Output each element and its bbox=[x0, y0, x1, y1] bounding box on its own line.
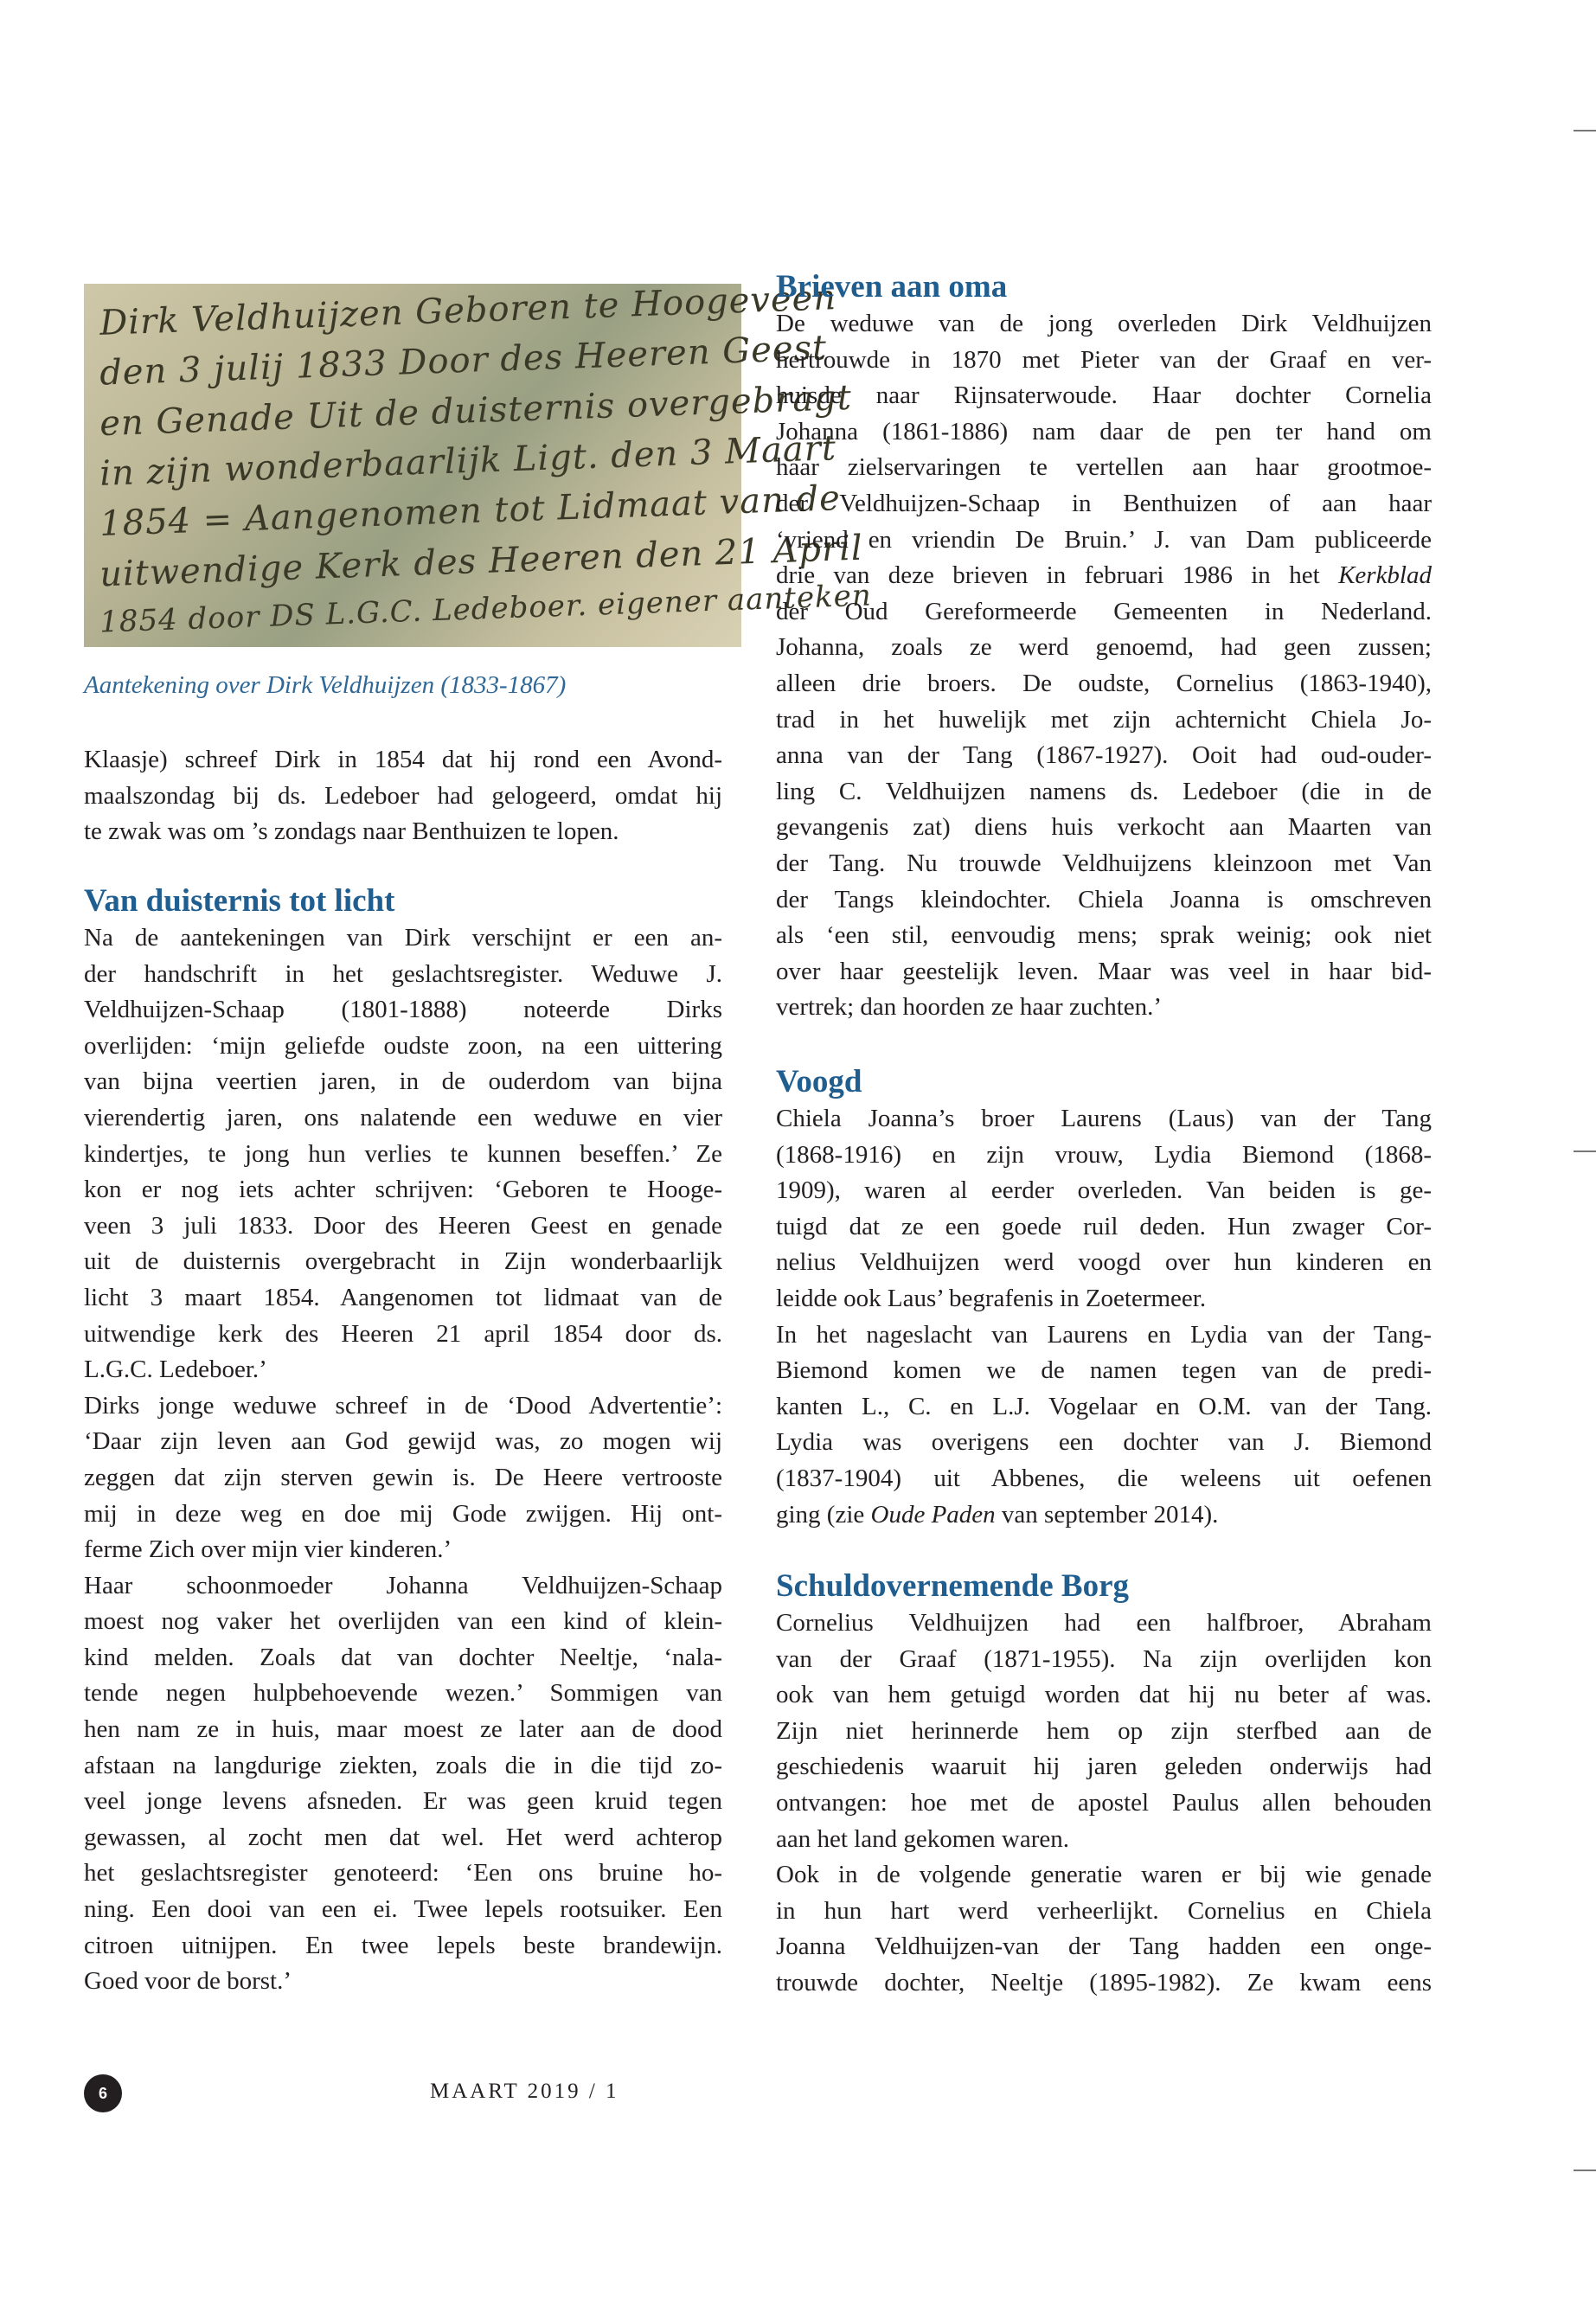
image-caption: Aantekening over Dirk Veldhuijzen (1833-1867) bbox=[84, 671, 567, 699]
text-line: ‘vriend en vriendin De Bruin.’ J. van Dam publiceerde bbox=[776, 525, 1432, 554]
text-line: vierendertig jaren, ons nalatende een weduwe en vier bbox=[84, 1103, 722, 1131]
text-line: Joanna Veldhuijzen-van der Tang hadden een onge- bbox=[776, 1932, 1432, 1961]
text-line: mij in deze weg en doe mij Gode zwijgen. Hij ont- bbox=[84, 1499, 722, 1528]
text-line: der Oud Gereformeerde Gemeenten in Nederland. bbox=[776, 597, 1432, 625]
text-line: ning. Een dooi van een ei. Twee lepels rootsuiker. Een bbox=[84, 1895, 722, 1924]
text-line: veel jonge levens afsneden. Er was geen kruid tegen bbox=[84, 1787, 722, 1816]
section-body bbox=[84, 920, 722, 2000]
text-line: ferme Zich over mijn vier kinderen.’ bbox=[84, 1535, 452, 1564]
text-line: anna van der Tang (1867-1927). Ooit had oud-ouder- bbox=[776, 741, 1432, 770]
text-line: gevangenis zat) diens huis verkocht aan Maarten van bbox=[776, 813, 1432, 842]
text-line: te zwak was om ’s zondags naar Benthuizen te lopen. bbox=[84, 817, 619, 846]
text-line: In het nageslacht van Laurens en Lydia van der Tang- bbox=[776, 1320, 1432, 1349]
text-line: huisde naar Rijnsaterwoude. Haar dochter Cornelia bbox=[776, 381, 1432, 410]
text-line: Ook in de volgende generatie waren er bij wie genade bbox=[776, 1861, 1432, 1889]
text-line: Johanna (1861-1886) nam daar de pen ter hand om bbox=[776, 417, 1432, 445]
text-line: Veldhuijzen-Schaap (1801-1888) noteerde Dirks bbox=[84, 996, 722, 1024]
text-line: hertrouwde in 1870 met Pieter van der Graaf en ver- bbox=[776, 345, 1432, 374]
handwriting-line: Dirk Veldhuijzen Geboren te Hoogeveen bbox=[99, 278, 837, 343]
text-line: maalszondag bij ds. Ledeboer had gelogeerd, omdat hij bbox=[84, 781, 722, 810]
text-line: 1909), waren al eerder overleden. Van beiden is ge- bbox=[776, 1176, 1432, 1205]
handwriting-line: 1854 = Aangenomen tot Lidmaat van de bbox=[99, 478, 842, 544]
text-line: (1837-1904) uit Abbenes, die weleens uit oefenen bbox=[776, 1464, 1432, 1492]
text-line: Dirks jonge weduwe schreef in de ‘Dood Advertentie’: bbox=[84, 1391, 722, 1420]
handwriting-line: in zijn wonderbaarlijk Ligt. den 3 Maart bbox=[99, 428, 837, 494]
handwriting-line: uitwendige Kerk des Heeren den 21 April bbox=[99, 528, 864, 595]
text-line: citroen uitnijpen. En twee lepels beste brandewijn. bbox=[84, 1931, 722, 1959]
text-line: overlijden: ‘mijn geliefde oudste zoon, na een uittering bbox=[84, 1031, 722, 1060]
text-line: Chiela Joanna’s broer Laurens (Laus) van der Tang bbox=[776, 1105, 1432, 1132]
text-line: afstaan na langdurige ziekten, zoals die in die tijd zo- bbox=[84, 1751, 722, 1779]
text-line: over haar geestelijk leven. Maar was veel in haar bid- bbox=[776, 957, 1432, 985]
text-line: Goed voor de borst.’ bbox=[84, 1967, 292, 1996]
text-line: Zijn niet herinnerde hem op zijn sterfbed aan de bbox=[776, 1716, 1432, 1745]
text-line: hen nam ze in huis, maar moest ze later aan de dood bbox=[84, 1715, 722, 1744]
text-line: L.G.C. Ledeboer.’ bbox=[84, 1356, 267, 1384]
text-line: ontvangen: hoe met de apostel Paulus allen behouden bbox=[776, 1788, 1432, 1817]
text-line: trad in het huwelijk met zijn achternicht Chiela Jo- bbox=[776, 705, 1432, 734]
text-line: ook van hem getuigd worden dat hij nu beter af was. bbox=[776, 1681, 1432, 1709]
section-body bbox=[776, 1606, 1432, 2002]
text-line: van bijna veertien jaren, in de ouderdom van bijna bbox=[84, 1067, 722, 1096]
text-line: van der Graaf (1871-1955). Na zijn overlijden kon bbox=[776, 1644, 1432, 1673]
text-line: der Tangs kleindochter. Chiela Joanna is omschreven bbox=[776, 885, 1432, 913]
issue-label: MAART 2019 / 1 bbox=[430, 2080, 619, 2103]
text-line: Haar schoonmoeder Johanna Veldhuijzen-Schaap bbox=[84, 1571, 722, 1599]
publication-title: Oude Paden bbox=[870, 1500, 996, 1529]
text-line: kanten L., C. en L.J. Vogelaar en O.M. van der Tang. bbox=[776, 1392, 1432, 1420]
text-line: aan het land gekomen waren. bbox=[776, 1824, 1069, 1853]
text-line: uitwendige kerk des Heeren 21 april 1854 door ds. bbox=[84, 1319, 722, 1348]
text-line: moest nog vaker het overlijden van een kind of klein- bbox=[84, 1607, 722, 1636]
handwriting-line: den 3 julij 1833 Door des Heeren Geest bbox=[99, 328, 828, 394]
section-body bbox=[776, 306, 1432, 1026]
text-line: Johanna, zoals ze werd genoemd, had geen zussen; bbox=[776, 633, 1432, 662]
text-line: Lydia was overigens een dochter van J. Biemond bbox=[776, 1428, 1432, 1457]
crop-mark bbox=[1574, 1150, 1596, 1152]
text-line: gewassen, al zocht men dat wel. Het werd achterop bbox=[84, 1823, 722, 1851]
section-heading: Voogd bbox=[776, 1064, 862, 1099]
text-line: der Veldhuijzen-Schaap in Benthuizen of aan haar bbox=[776, 489, 1432, 517]
text-line: kon er nog iets achter schrijven: ‘Geboren te Hooge- bbox=[84, 1176, 722, 1204]
text-line: der Tang. Nu trouwde Veldhuijzens kleinzoon met Van bbox=[776, 849, 1432, 877]
handwriting-line: 1854 door DS L.G.C. Ledeboer. eigener aanteken bbox=[99, 578, 873, 640]
text-line: vertrek; dan hoorden ze haar zuchten.’ bbox=[776, 993, 1163, 1022]
text-line: Na de aantekeningen van Dirk verschijnt er een an- bbox=[84, 924, 722, 952]
crop-mark bbox=[1574, 130, 1596, 131]
text-line: het geslachtsregister genoteerd: ‘Een ons bruine ho- bbox=[84, 1859, 722, 1888]
text-line: licht 3 maart 1854. Aangenomen tot lidmaat van de bbox=[84, 1283, 722, 1311]
text-line: zeggen dat zijn sterven gewin is. De Heere vertrooste bbox=[84, 1463, 722, 1491]
handwritten-register-photo bbox=[84, 278, 873, 647]
text-line: ‘Daar zijn leven aan God gewijd was, zo mogen wij bbox=[84, 1427, 722, 1456]
text-line: trouwde dochter, Neeltje (1895-1982). Ze kwam eens bbox=[776, 1968, 1432, 1997]
text-line: nelius Veldhuijzen werd voogd over hun kinderen en bbox=[776, 1248, 1432, 1277]
text-line: Biemond komen we de namen tegen van de predi- bbox=[776, 1356, 1432, 1385]
section-body bbox=[776, 1101, 1432, 1533]
text-line: tuigd dat ze een goede ruil deden. Hun zwager Cor- bbox=[776, 1212, 1432, 1240]
section-heading: Van duisternis tot licht bbox=[84, 883, 395, 919]
text-line: in hun hart werd verheerlijkt. Cornelius en Chiela bbox=[776, 1896, 1432, 1925]
text-line: kind melden. Zoals dat van dochter Neeltje, ‘nala- bbox=[84, 1643, 722, 1671]
handwriting-line: en Genade Uit de duisternis overgebragt bbox=[99, 377, 853, 445]
text-line: ling C. Veldhuijzen namens ds. Ledeboer (die in de bbox=[776, 777, 1432, 805]
text-line: alleen drie broers. De oudste, Cornelius (1863-1940), bbox=[776, 669, 1432, 697]
text-line: kindertjes, te jong hun verlies te kunnen beseffen.’ Ze bbox=[84, 1139, 722, 1168]
text-line: Klaasje) schreef Dirk in 1854 dat hij rond een Avond- bbox=[84, 746, 722, 773]
page-number-badge bbox=[84, 2074, 122, 2112]
section-heading: Brieven aan oma bbox=[776, 269, 1008, 304]
text-line: veen 3 juli 1833. Door des Heeren Geest en genade bbox=[84, 1211, 722, 1240]
text-line: der handschrift in het geslachtsregister. Weduwe J. bbox=[84, 959, 722, 988]
text-line: als ‘een stil, eenvoudig mens; sprak weinig; ook niet bbox=[776, 921, 1432, 950]
text-line: geschiedenis waaruit hij jaren geleden onderwijs had bbox=[776, 1753, 1432, 1781]
text-line: ging (zie Oude Paden van september 2014). bbox=[776, 1500, 1219, 1529]
crop-mark bbox=[1574, 2170, 1596, 2171]
text-line: drie van deze brieven in februari 1986 in het Kerkblad bbox=[776, 561, 1432, 590]
text-line: haar zielservaringen te vertellen aan haar grootmoe- bbox=[776, 453, 1432, 482]
text-line: tende negen hulpbehoevende wezen.’ Sommigen van bbox=[84, 1679, 722, 1708]
page-number: 6 bbox=[98, 2084, 107, 2102]
text-line: leidde ook Laus’ begrafenis in Zoetermeer. bbox=[776, 1284, 1207, 1312]
section-heading: Schuldovernemende Borg bbox=[776, 1568, 1130, 1604]
text-line: (1868-1916) en zijn vrouw, Lydia Biemond (1868- bbox=[776, 1140, 1432, 1169]
text-line: Cornelius Veldhuijzen had een halfbroer, Abraham bbox=[776, 1609, 1432, 1637]
text-line: uit de duisternis overgebracht in Zijn wonderbaarlijk bbox=[84, 1247, 722, 1276]
text-line: De weduwe van de jong overleden Dirk Veldhuijzen bbox=[776, 310, 1432, 337]
intro-paragraph bbox=[84, 742, 722, 850]
publication-title: Kerkblad bbox=[1338, 561, 1432, 590]
